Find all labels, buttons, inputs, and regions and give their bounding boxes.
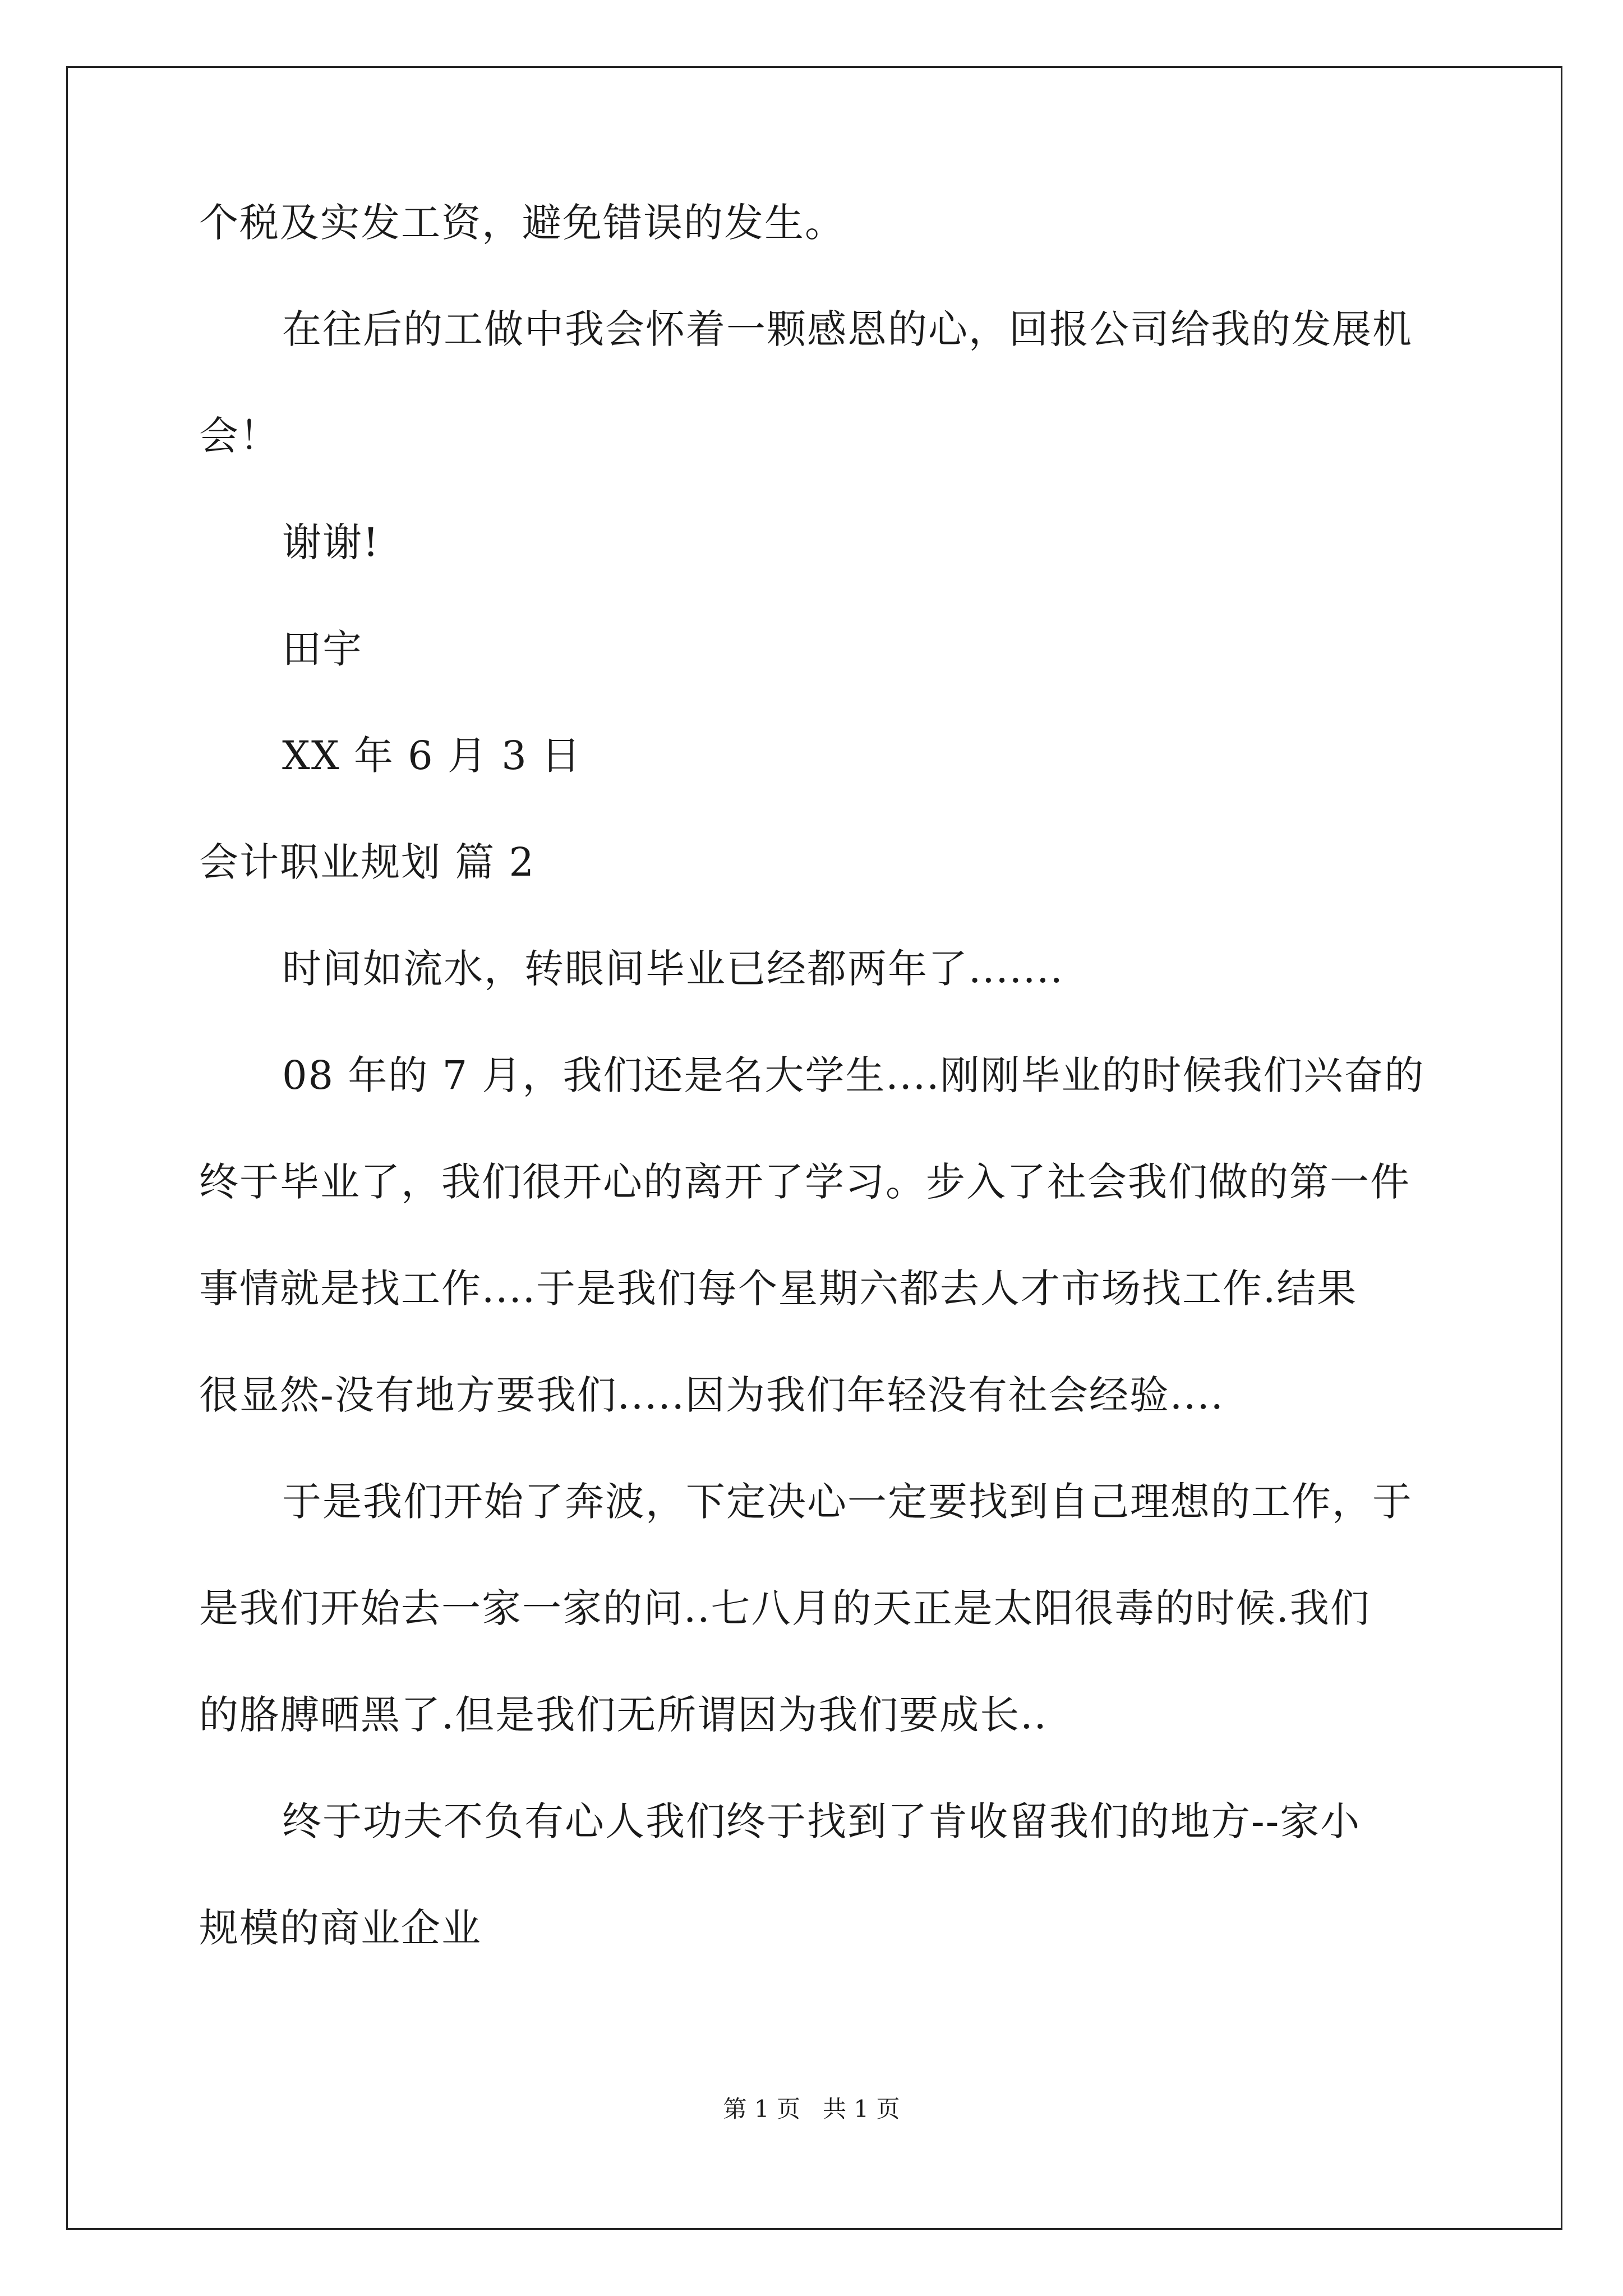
text-line-16: 终于功夫不负有心人我们终于找到了肯收留我们的地方--家小 [282, 1798, 1361, 1844]
text-line-14: 是我们开始去一家一家的问..七八月的天正是太阳很毒的时候.我们 [199, 1585, 1371, 1631]
text-line-13: 于是我们开始了奔波，下定决心一定要找到自己理想的工作，于 [282, 1479, 1413, 1525]
text-line-3: 会！ [199, 413, 280, 459]
text-line-4: 谢谢! [282, 519, 380, 565]
text-line-17: 规模的商业企业 [199, 1905, 482, 1951]
text-line-1: 个税及实发工资，避免错误的发生。 [199, 200, 845, 246]
text-line-10: 终于毕业了，我们很开心的离开了学习。步入了社会我们做的第一件 [199, 1159, 1410, 1205]
text-line-11: 事情就是找工作....于是我们每个星期六都去人才市场找工作.结果 [199, 1266, 1358, 1312]
text-line-6: XX 年 6 月 3 日 [282, 733, 582, 779]
text-line-2: 在往后的工做中我会怀着一颗感恩的心，回报公司给我的发展机 [282, 306, 1413, 352]
text-line-12: 很显然-没有地方要我们.....因为我们年轻没有社会经验.... [199, 1372, 1224, 1418]
page-number-footer: 第 1 页 共 1 页 [723, 2095, 900, 2123]
text-line-15: 的胳膊晒黑了.但是我们无所谓因为我们要成长.. [199, 1692, 1048, 1738]
text-line-9: 08 年的 7 月，我们还是名大学生....刚刚毕业的时候我们兴奋的 [282, 1052, 1425, 1098]
section-heading: 会计职业规划 篇 2 [199, 839, 536, 885]
text-line-8: 时间如流水，转眼间毕业已经都两年了....... [282, 946, 1064, 992]
text-line-5: 田宇 [282, 626, 363, 672]
